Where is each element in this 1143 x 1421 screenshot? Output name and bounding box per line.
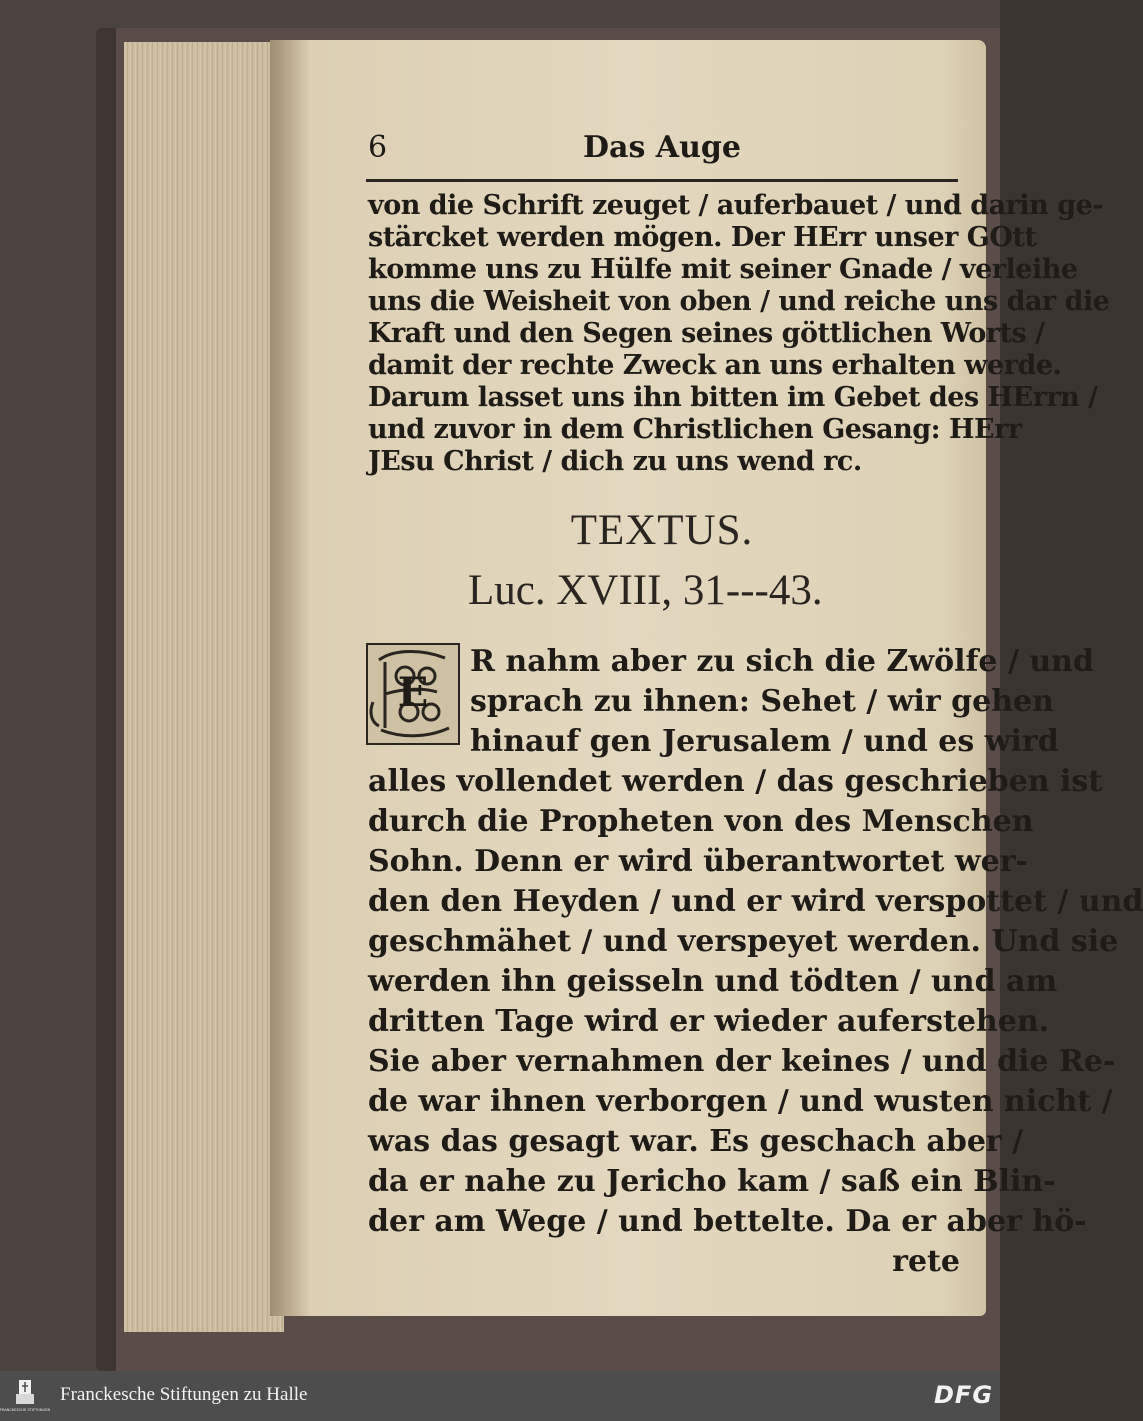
- page-stack: [124, 42, 284, 1332]
- page-number: 6: [368, 130, 388, 165]
- text-line: der am Wege / und bettelte. Da er aber hö-: [368, 1204, 1087, 1239]
- text-line: werden ihn geisseln und tödten / und am: [368, 964, 1058, 999]
- text-line: dritten Tage wird er wieder auferstehen.: [368, 1004, 1050, 1039]
- page-gutter-shadow: [270, 40, 310, 1316]
- text-line: da er nahe zu Jericho kam / saß ein Blin-: [368, 1164, 1056, 1199]
- intro-paragraph: [368, 190, 1110, 478]
- text-line: Sie aber vernahmen der keines / und die Re-: [368, 1044, 1116, 1079]
- text-line: von die Schrift zeuget / auferbauet / und darin ge-: [368, 190, 1103, 221]
- text-line: den den Heyden / und er wird verspottet / und: [368, 884, 1143, 919]
- text-line: hinauf gen Jerusalem / und es wird: [470, 724, 1059, 759]
- text-line: uns die Weisheit von oben / und reiche uns dar die: [368, 286, 1110, 317]
- text-line: Darum lasset uns ihn bitten im Gebet des HErrn /: [368, 382, 1098, 413]
- institution-link[interactable]: Franckesche Stiftungen zu Halle: [60, 1384, 308, 1405]
- text-line: komme uns zu Hülfe mit seiner Gnade / verleihe: [368, 254, 1078, 285]
- text-line: alles vollendet werden / das geschrieben ist: [368, 764, 1103, 799]
- catchword: rete: [892, 1244, 960, 1279]
- header-rule: [366, 179, 958, 182]
- initial-letter: E: [397, 669, 429, 716]
- text-line: sprach zu ihnen: Sehet / wir gehen: [470, 684, 1054, 719]
- running-head: Das Auge: [583, 130, 741, 165]
- text-line: damit der rechte Zweck an uns erhalten werde.: [368, 350, 1062, 381]
- scripture-paragraph: [368, 642, 1143, 1282]
- institution-logo-icon[interactable]: [0, 1376, 51, 1416]
- textus-heading: TEXTUS.: [570, 507, 754, 554]
- text-line: geschmähet / und verspeyet werden. Und sie: [368, 924, 1119, 959]
- logo-caption: FRANCKESCHE STIFTUNGEN: [0, 1408, 51, 1412]
- text-line: JEsu Christ / dich zu uns wend rc.: [368, 446, 862, 477]
- text-line: R nahm aber zu sich die Zwölfe / und: [470, 644, 1094, 679]
- book-cover-edge: [96, 28, 116, 1371]
- text-line: was das gesagt war. Es geschach aber /: [368, 1124, 1024, 1159]
- text-line: Sohn. Denn er wird überantwortet wer-: [368, 844, 1028, 879]
- text-line: Kraft und den Segen seines göttlichen Worts /: [368, 318, 1045, 349]
- text-line: stärcket werden mögen. Der HErr unser GOtt: [368, 222, 1037, 253]
- text-line: durch die Propheten von des Menschen: [368, 804, 1034, 839]
- page-header: [366, 128, 958, 168]
- text-line: de war ihnen verborgen / und wusten nicht /: [368, 1084, 1113, 1119]
- dfg-logo[interactable]: DFG: [934, 1381, 994, 1409]
- scripture-reference: Luc. XVIII, 31---43.: [468, 567, 823, 614]
- text-line: und zuvor in dem Christlichen Gesang: HErr: [368, 414, 1022, 445]
